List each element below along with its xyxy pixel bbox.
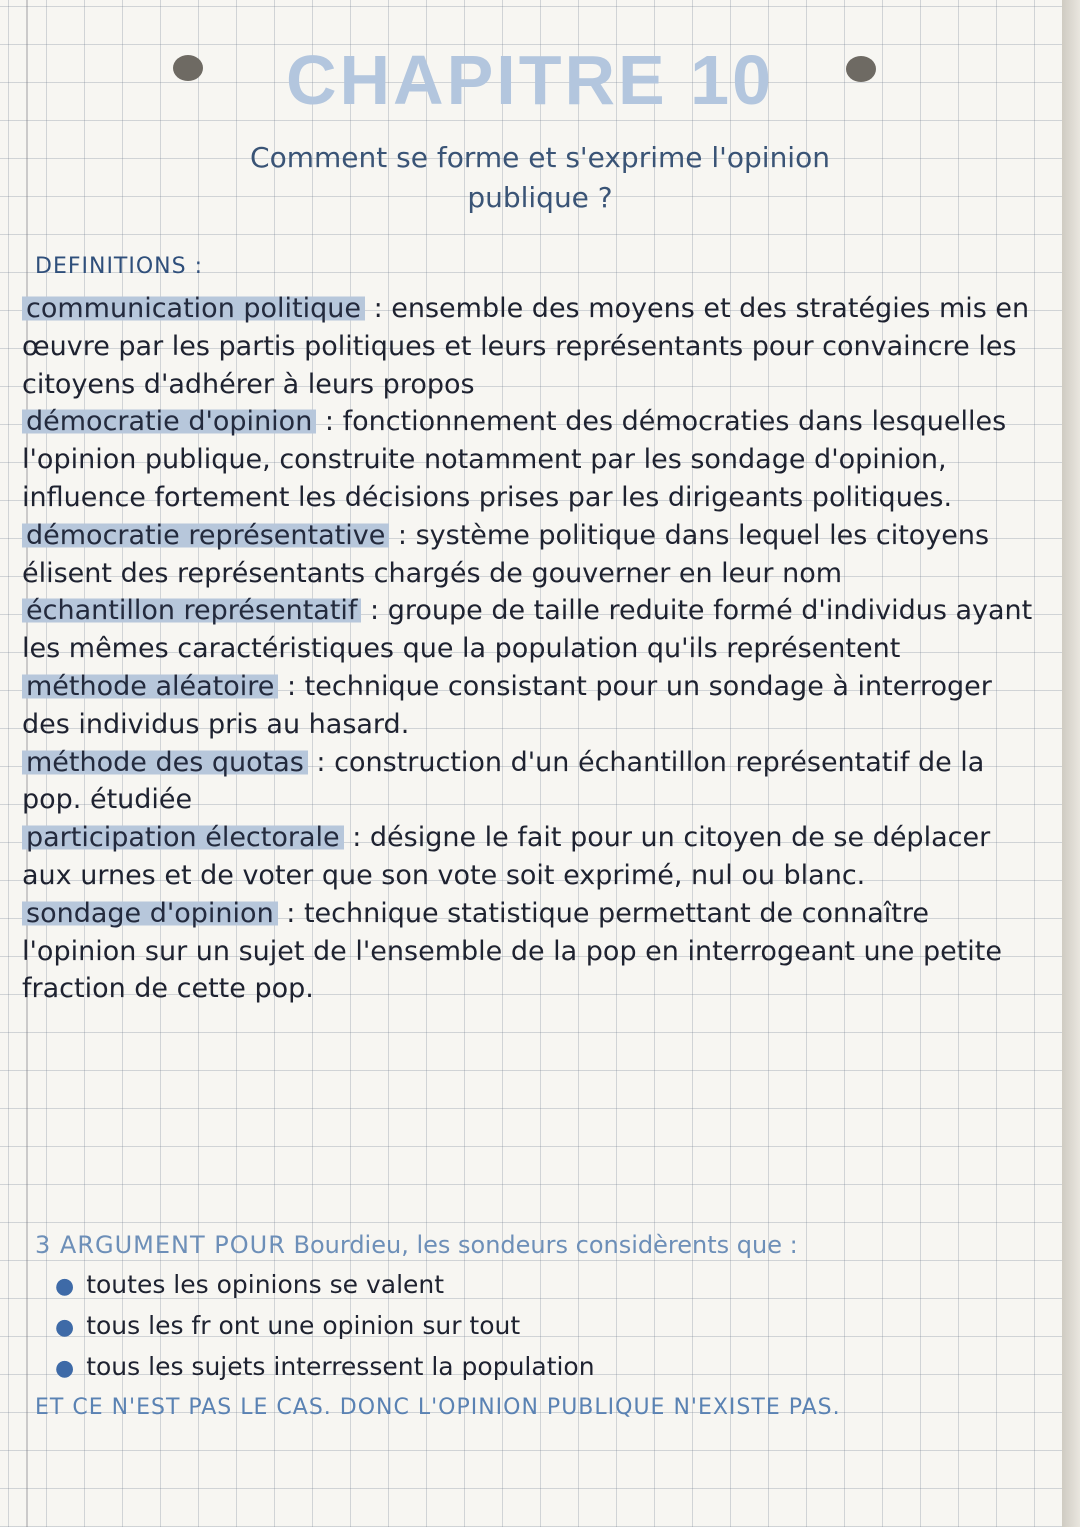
definition-item bbox=[22, 668, 1037, 744]
definitions-heading: DEFINITIONS : bbox=[35, 254, 203, 279]
definition-item bbox=[22, 744, 1037, 820]
argument-point-text: toutes les opinions se valent bbox=[86, 1270, 445, 1299]
argument-conclusion: ET CE N'EST PAS LE CAS. DONC L'OPINION PUBLIQUE N'EXISTE PAS. bbox=[35, 1395, 841, 1420]
argument-heading-caps: 3 ARGUMENT POUR bbox=[35, 1231, 286, 1259]
chapter-title: CHAPITRE 10 bbox=[285, 41, 775, 119]
argument-list bbox=[35, 1265, 1045, 1388]
definition-term: méthode aléatoire bbox=[22, 671, 278, 702]
definition-text: désigne le fait pour un citoyen de se déplacer aux urnes et de voter que son vote soit exprimé, nul ou blanc. bbox=[22, 822, 991, 891]
definition-item bbox=[22, 895, 1037, 1008]
definition-item bbox=[22, 592, 1037, 668]
definition-text: ensemble des moyens et des stratégies mis en œuvre par les partis politiques et leurs représentants pour convaincre les citoyens d'adhérer à leurs propos bbox=[22, 293, 1030, 400]
argument-point bbox=[55, 1265, 1045, 1306]
definition-separator: : bbox=[278, 670, 305, 702]
definition-term: démocratie d'opinion bbox=[22, 406, 316, 437]
bullet-icon: ● bbox=[55, 1315, 75, 1340]
argument-point-text: tous les fr ont une opinion sur tout bbox=[86, 1311, 521, 1340]
definition-separator: : bbox=[277, 897, 304, 929]
definition-term: échantillon représentatif bbox=[22, 595, 361, 626]
definition-separator: : bbox=[389, 519, 416, 551]
definition-text: fonctionnement des démocraties dans lesquelles l'opinion publique, construite notamment par les sondage d'opinion, influence fortement les décisions prises par les dirigeants politiques. bbox=[22, 406, 1007, 513]
definition-separator: : bbox=[343, 822, 370, 854]
chapter-subtitle bbox=[120, 138, 960, 218]
subtitle-line-2: publique ? bbox=[467, 181, 613, 214]
definition-item bbox=[22, 517, 1037, 593]
definition-separator: : bbox=[361, 595, 388, 627]
definition-item bbox=[22, 290, 1037, 403]
definition-term: participation électorale bbox=[22, 822, 344, 853]
argument-point bbox=[55, 1347, 1045, 1388]
definition-text: technique consistant pour un sondage à interroger des individus pris au hasard. bbox=[22, 670, 992, 740]
definitions-list bbox=[22, 290, 1037, 1008]
definition-term: sondage d'opinion bbox=[22, 898, 278, 929]
definition-text: technique statistique permettant de connaître l'opinion sur un sujet de l'ensemble de la pop en interrogeant une petite fraction de cette pop. bbox=[22, 897, 1002, 1005]
definition-term: méthode des quotas bbox=[22, 747, 308, 778]
argument-heading bbox=[35, 1226, 1045, 1265]
definition-term: communication politique bbox=[22, 293, 365, 324]
bullet-icon: ● bbox=[55, 1356, 75, 1381]
definition-separator: : bbox=[365, 293, 392, 324]
bullet-icon: ● bbox=[55, 1274, 75, 1299]
argument-section bbox=[35, 1226, 1045, 1427]
argument-heading-rest: Bourdieu, les sondeurs considèrents que : bbox=[293, 1231, 798, 1259]
punch-hole-left bbox=[173, 55, 203, 81]
definition-item bbox=[22, 819, 1037, 895]
definition-separator: : bbox=[316, 406, 343, 438]
definition-text: système politique dans lequel les citoyens élisent des représentants chargés de gouverner en leur nom bbox=[22, 519, 990, 589]
definition-separator: : bbox=[307, 746, 335, 778]
definition-term: démocratie représentative bbox=[22, 520, 389, 551]
argument-point-text: tous les sujets interressent la population bbox=[86, 1352, 595, 1381]
argument-point bbox=[55, 1306, 1045, 1347]
definition-text: construction d'un échantillon représentatif de la pop. étudiée bbox=[22, 746, 985, 816]
definition-text: groupe de taille reduite formé d'individus ayant les mêmes caractéristiques que la population qu'ils représentent bbox=[22, 595, 1033, 665]
page-edge bbox=[1062, 0, 1080, 1527]
definition-item bbox=[22, 403, 1037, 516]
subtitle-line-1: Comment se forme et s'exprime l'opinion bbox=[250, 141, 830, 174]
punch-hole-right bbox=[846, 56, 876, 82]
